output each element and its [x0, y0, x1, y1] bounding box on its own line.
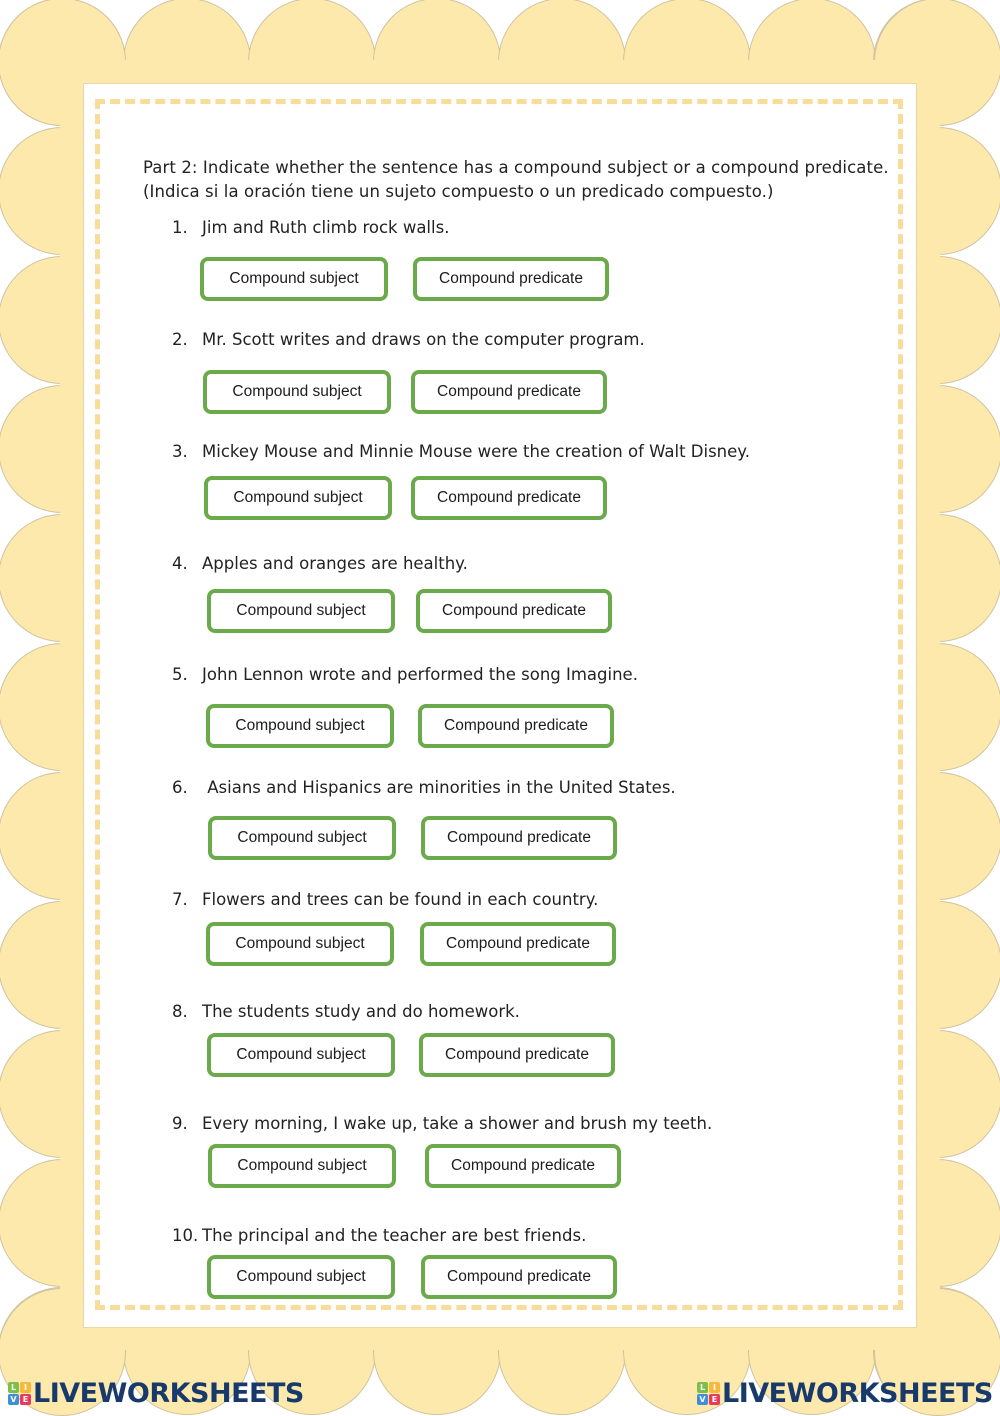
instruction-spanish: (Indica si la oración tiene un sujeto compuesto o un predicado compuesto.) — [143, 182, 774, 201]
live-blocks-icon: L I V E — [697, 1382, 720, 1405]
question-4 — [172, 554, 468, 573]
compound-predicate-button[interactable]: Compound predicate — [419, 1033, 615, 1077]
compound-predicate-button[interactable]: Compound predicate — [425, 1144, 621, 1188]
worksheet-page — [84, 84, 916, 1327]
question-text: John Lennon wrote and performed the song Imagine. — [202, 665, 638, 684]
question-text: Jim and Ruth climb rock walls. — [202, 218, 450, 237]
question-text: The principal and the teacher are best friends. — [202, 1226, 587, 1245]
instructions — [143, 156, 889, 204]
compound-predicate-button[interactable]: Compound predicate — [421, 1255, 617, 1299]
compound-subject-button[interactable]: Compound subject — [207, 589, 395, 633]
compound-subject-button[interactable]: Compound subject — [208, 816, 396, 860]
question-7 — [172, 890, 598, 909]
compound-subject-button[interactable]: Compound subject — [207, 1255, 395, 1299]
question-8 — [172, 1002, 520, 1021]
compound-predicate-button[interactable]: Compound predicate — [421, 816, 617, 860]
logo-text: LIVEWORKSHEETS — [722, 1378, 993, 1409]
compound-subject-button[interactable]: Compound subject — [200, 257, 388, 301]
compound-predicate-button[interactable]: Compound predicate — [418, 704, 614, 748]
question-text: Apples and oranges are healthy. — [202, 554, 468, 573]
question-text: The students study and do homework. — [202, 1002, 520, 1021]
question-number: 4. — [172, 554, 188, 573]
question-text: Asians and Hispanics are minorities in the United States. — [202, 778, 676, 797]
compound-subject-button[interactable]: Compound subject — [208, 1144, 396, 1188]
question-2 — [172, 330, 645, 349]
question-number: 2. — [172, 330, 188, 349]
compound-predicate-button[interactable]: Compound predicate — [416, 589, 612, 633]
compound-predicate-button[interactable]: Compound predicate — [411, 476, 607, 520]
question-text: Mickey Mouse and Minnie Mouse were the creation of Walt Disney. — [202, 442, 750, 461]
question-number: 9. — [172, 1114, 188, 1133]
logo-text: LIVEWORKSHEETS — [33, 1378, 304, 1409]
question-number: 8. — [172, 1002, 188, 1021]
question-number: 1. — [172, 218, 188, 237]
question-3 — [172, 442, 750, 461]
compound-predicate-button[interactable]: Compound predicate — [413, 257, 609, 301]
question-number: 10. — [172, 1226, 199, 1245]
question-number: 6. — [172, 778, 188, 797]
question-number: 3. — [172, 442, 188, 461]
liveworksheets-logo-right — [697, 1378, 993, 1409]
question-5 — [172, 665, 638, 684]
question-10 — [172, 1226, 586, 1245]
question-6 — [172, 778, 676, 797]
compound-subject-button[interactable]: Compound subject — [206, 704, 394, 748]
compound-subject-button[interactable]: Compound subject — [206, 922, 394, 966]
question-text: Mr. Scott writes and draws on the computer program. — [202, 330, 645, 349]
question-number: 5. — [172, 665, 188, 684]
question-number: 7. — [172, 890, 188, 909]
live-blocks-icon: L I V E — [8, 1382, 31, 1405]
compound-predicate-button[interactable]: Compound predicate — [420, 922, 616, 966]
question-9 — [172, 1114, 712, 1133]
compound-predicate-button[interactable]: Compound predicate — [411, 370, 607, 414]
compound-subject-button[interactable]: Compound subject — [204, 476, 392, 520]
question-text: Flowers and trees can be found in each country. — [202, 890, 599, 909]
question-1 — [172, 218, 449, 237]
instruction-english: Part 2: Indicate whether the sentence has a compound subject or a compound predicate. — [143, 158, 889, 177]
compound-subject-button[interactable]: Compound subject — [203, 370, 391, 414]
compound-subject-button[interactable]: Compound subject — [207, 1033, 395, 1077]
question-text: Every morning, I wake up, take a shower and brush my teeth. — [202, 1114, 713, 1133]
liveworksheets-logo-left — [8, 1378, 304, 1409]
